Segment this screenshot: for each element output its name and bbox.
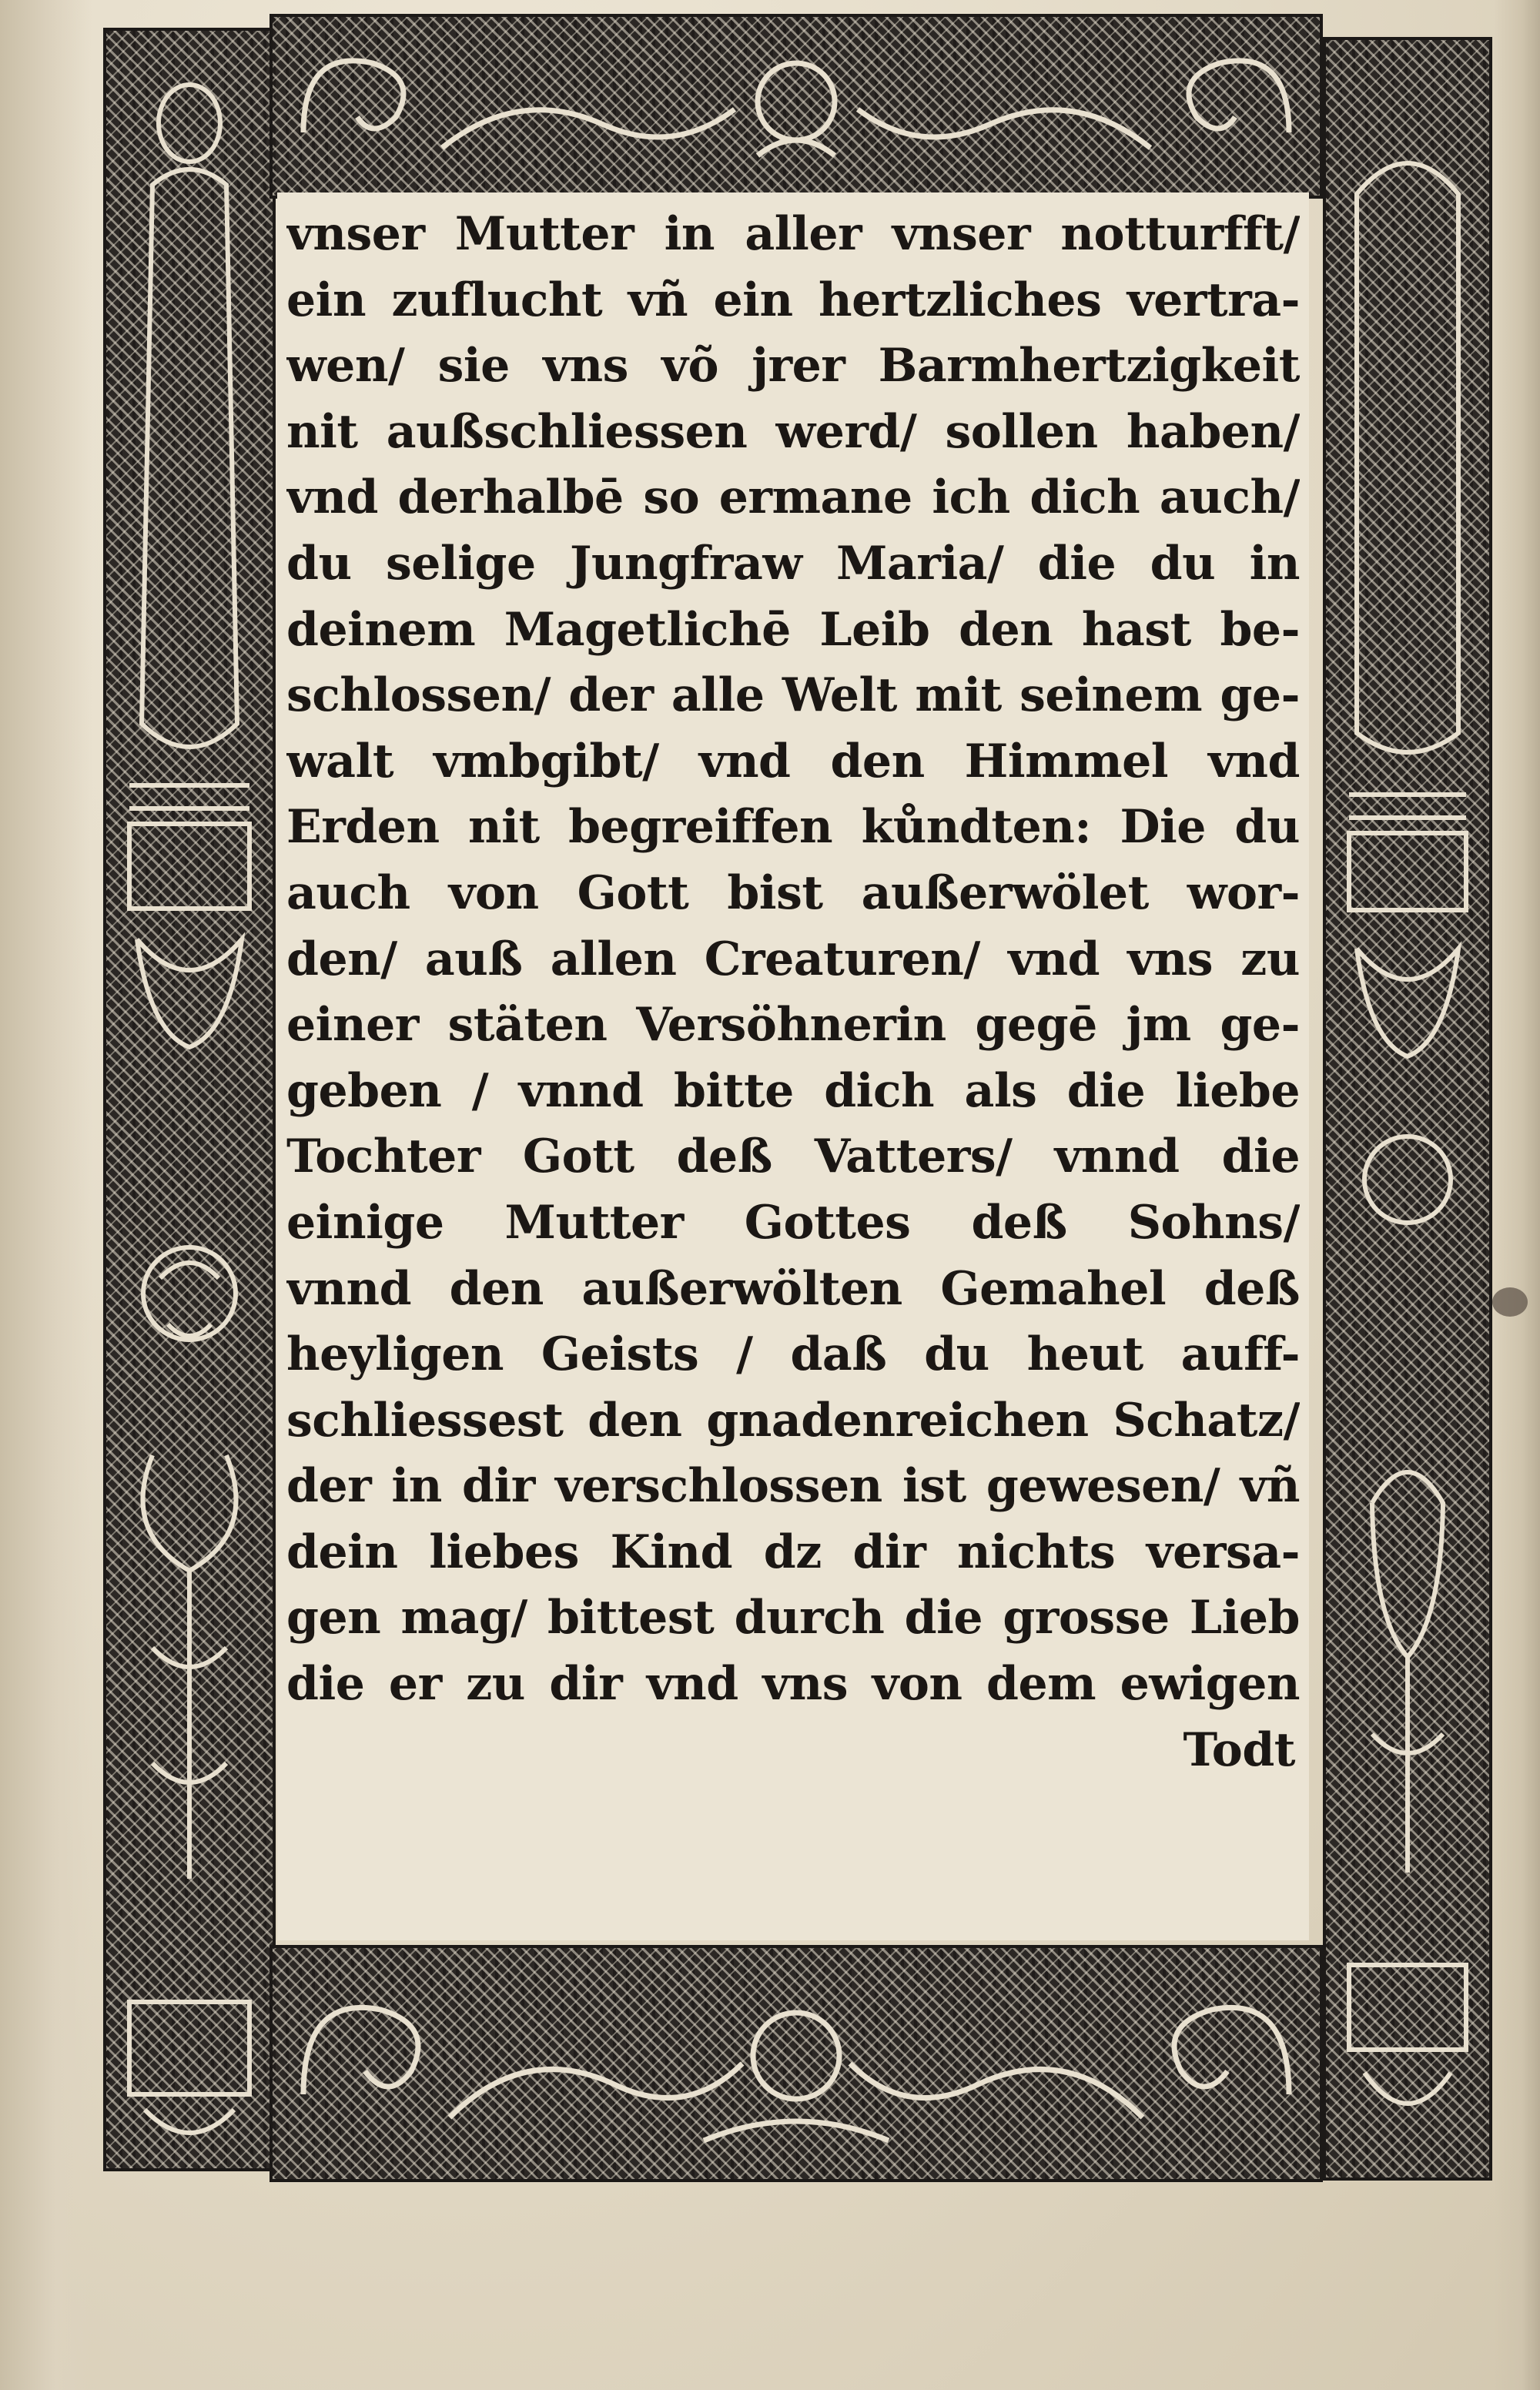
text-line: einige Mutter Gottes deß Sohns/ (286, 1195, 1300, 1250)
text-line: wen/ sie vns võ jrer Barmhertzigkeit (286, 339, 1300, 393)
text-line: auch von Gott bist außerwölet wor- (286, 865, 1300, 920)
text-line: schliessest den gnadenreichen Schatz/ (286, 1393, 1300, 1448)
text-line: du selige Jungfraw Maria/ die du in (286, 536, 1300, 591)
text-line: geben / vnnd bitte dich als die liebe (286, 1063, 1300, 1118)
woodcut-border-right (1323, 37, 1492, 2181)
text-line: die er zu dir vnd vns von dem ewigen (286, 1657, 1300, 1712)
text-line: Erden nit begreiffen kůndten: Die du (286, 800, 1300, 855)
woodcut-border-left (103, 28, 276, 2171)
ink-smudge (1492, 1287, 1528, 1317)
text-line: vnnd den außerwölten Gemahel deß (286, 1261, 1300, 1316)
text-line: deinem Magetlichē Leib den hast be- (286, 602, 1300, 657)
woodcut-border-bottom (270, 1945, 1323, 2182)
text-line: schlossen/ der alle Welt mit seinem ge- (286, 668, 1300, 723)
text-line: heyligen Geists / daß du heut auff- (286, 1327, 1300, 1382)
text-line: Tochter Gott deß Vatters/ vnnd die (286, 1130, 1300, 1184)
text-line: walt vmbgibt/ vnd den Himmel vnd (286, 734, 1300, 788)
text-line: einer stäten Versöhnerin gegē jm ge- (286, 998, 1300, 1053)
catchword: Todt (1183, 1722, 1295, 1777)
text-line: der in dir verschlossen ist gewesen/ vñ (286, 1459, 1300, 1514)
text-line: gen mag/ bittest durch die grosse Lieb (286, 1591, 1300, 1645)
woodcut-left-ornament-icon (106, 31, 273, 2168)
text-line: den/ auß allen Creaturen/ vnd vns zu (286, 932, 1300, 986)
text-line: nit außschliessen werd/ sollen haben/ (286, 404, 1300, 459)
page-gutter (0, 0, 92, 2390)
text-line: dein liebes Kind dz dir nichts versa- (286, 1525, 1300, 1579)
text-line: vnser Mutter in aller vnser notturfft/ (286, 207, 1300, 261)
woodcut-right-ornament-icon (1326, 40, 1489, 2177)
woodcut-border-top (270, 14, 1323, 199)
text-line: ein zuflucht vñ ein hertzliches vertra- (286, 273, 1300, 327)
woodcut-top-frieze-icon (273, 17, 1320, 196)
woodcut-bottom-frieze-icon (273, 1948, 1320, 2179)
page-text (286, 202, 1300, 1783)
text-line: vnd derhalbē so ermane ich dich auch/ (286, 470, 1300, 525)
page-edge (1494, 0, 1540, 2390)
